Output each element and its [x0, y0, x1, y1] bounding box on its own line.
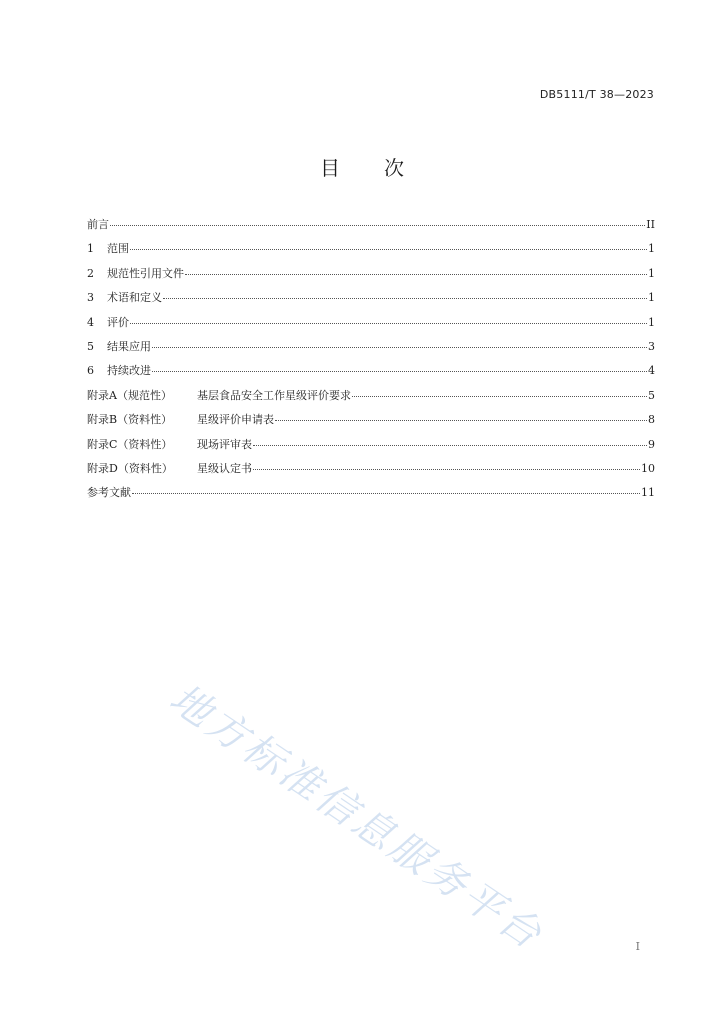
toc-entry-appendix-b[interactable] — [87, 413, 655, 437]
toc-entry-text: 参考文献 — [87, 486, 131, 500]
toc-entry-text: 范围 — [107, 242, 129, 256]
toc-leader-dots — [152, 362, 647, 372]
toc-entry-page: 1 — [648, 315, 655, 329]
toc-leader-dots — [352, 387, 647, 397]
watermark-text: 地方标准信息服务平台 — [161, 675, 552, 960]
toc-entry-page: 4 — [648, 364, 655, 378]
toc-leader-dots — [253, 460, 640, 470]
toc-entry-appendix-a[interactable] — [87, 389, 655, 413]
toc-entry-number: 6 — [87, 364, 94, 378]
page-number: I — [635, 940, 640, 953]
toc-entry-text: 星级评价申请表 — [197, 413, 274, 427]
toc-entry-label — [87, 438, 252, 452]
page-title — [0, 152, 724, 181]
toc-entry-number: 3 — [87, 291, 94, 305]
toc-entry-label — [87, 218, 109, 232]
toc-entry-terms-definitions[interactable] — [87, 291, 655, 315]
title-char-2: 次 — [384, 156, 404, 180]
toc-entry-label — [87, 462, 252, 476]
toc-entry-text: 规范性引用文件 — [107, 266, 184, 280]
toc-entry-label — [87, 340, 151, 354]
toc-entry-bibliography[interactable] — [87, 486, 655, 510]
toc-entry-label — [87, 486, 131, 500]
toc-leader-dots — [152, 338, 647, 348]
toc-entry-number: 5 — [87, 339, 94, 353]
toc-entry-scope[interactable] — [87, 242, 655, 266]
toc-entry-number: 附录D（资料性） — [87, 461, 173, 475]
document-code: DB5111/T 38—2023 — [539, 88, 654, 101]
toc-entry-number: 2 — [87, 266, 94, 280]
toc-entry-text: 术语和定义 — [107, 291, 162, 305]
toc-entry-preface[interactable] — [87, 218, 655, 242]
toc-leader-dots — [275, 411, 647, 421]
toc-entry-page: 5 — [648, 388, 655, 402]
toc-entry-text: 基层食品安全工作星级评价要求 — [197, 388, 351, 402]
toc-entry-page: II — [646, 218, 655, 231]
toc-entry-label — [87, 389, 351, 403]
toc-leader-dots — [130, 314, 647, 324]
toc-entry-page: 1 — [648, 242, 655, 256]
toc-entry-text: 前言 — [87, 218, 109, 231]
toc-entry-page: 1 — [648, 266, 655, 280]
toc-leader-dots — [253, 436, 647, 446]
toc-entry-number: 附录C（资料性） — [87, 437, 173, 451]
toc-entry-text: 星级认定书 — [197, 461, 252, 475]
table-of-contents — [87, 218, 655, 511]
title-char-1: 目 — [320, 156, 340, 180]
toc-entry-result-application[interactable] — [87, 340, 655, 364]
toc-entry-page: 3 — [648, 339, 655, 353]
toc-leader-dots — [130, 240, 647, 250]
toc-leader-dots — [185, 265, 647, 275]
toc-entry-appendix-d[interactable] — [87, 462, 655, 486]
toc-entry-page: 9 — [648, 437, 655, 451]
toc-entry-text: 持续改进 — [107, 364, 151, 378]
toc-entry-label — [87, 267, 184, 281]
toc-entry-appendix-c[interactable] — [87, 438, 655, 462]
toc-entry-label — [87, 413, 274, 427]
toc-entry-page: 1 — [648, 291, 655, 305]
toc-entry-label — [87, 291, 162, 305]
toc-leader-dots — [110, 216, 645, 226]
toc-entry-text: 现场评审表 — [197, 437, 252, 451]
toc-entry-page: 8 — [648, 413, 655, 427]
toc-entry-page: 11 — [641, 486, 655, 500]
toc-entry-normative-references[interactable] — [87, 267, 655, 291]
toc-entry-text: 结果应用 — [107, 339, 151, 353]
toc-entry-text: 评价 — [107, 315, 129, 329]
toc-entry-page: 10 — [641, 461, 655, 475]
toc-entry-label — [87, 242, 129, 256]
toc-leader-dots — [132, 484, 640, 494]
toc-entry-evaluation[interactable] — [87, 316, 655, 340]
toc-entry-number: 4 — [87, 315, 94, 329]
toc-entry-number: 附录B（资料性） — [87, 413, 173, 427]
toc-leader-dots — [163, 289, 647, 299]
toc-entry-number: 1 — [87, 242, 94, 256]
toc-entry-label — [87, 364, 151, 378]
toc-entry-label — [87, 316, 129, 330]
toc-entry-number: 附录A（规范性） — [87, 388, 172, 402]
toc-entry-continuous-improvement[interactable] — [87, 364, 655, 388]
